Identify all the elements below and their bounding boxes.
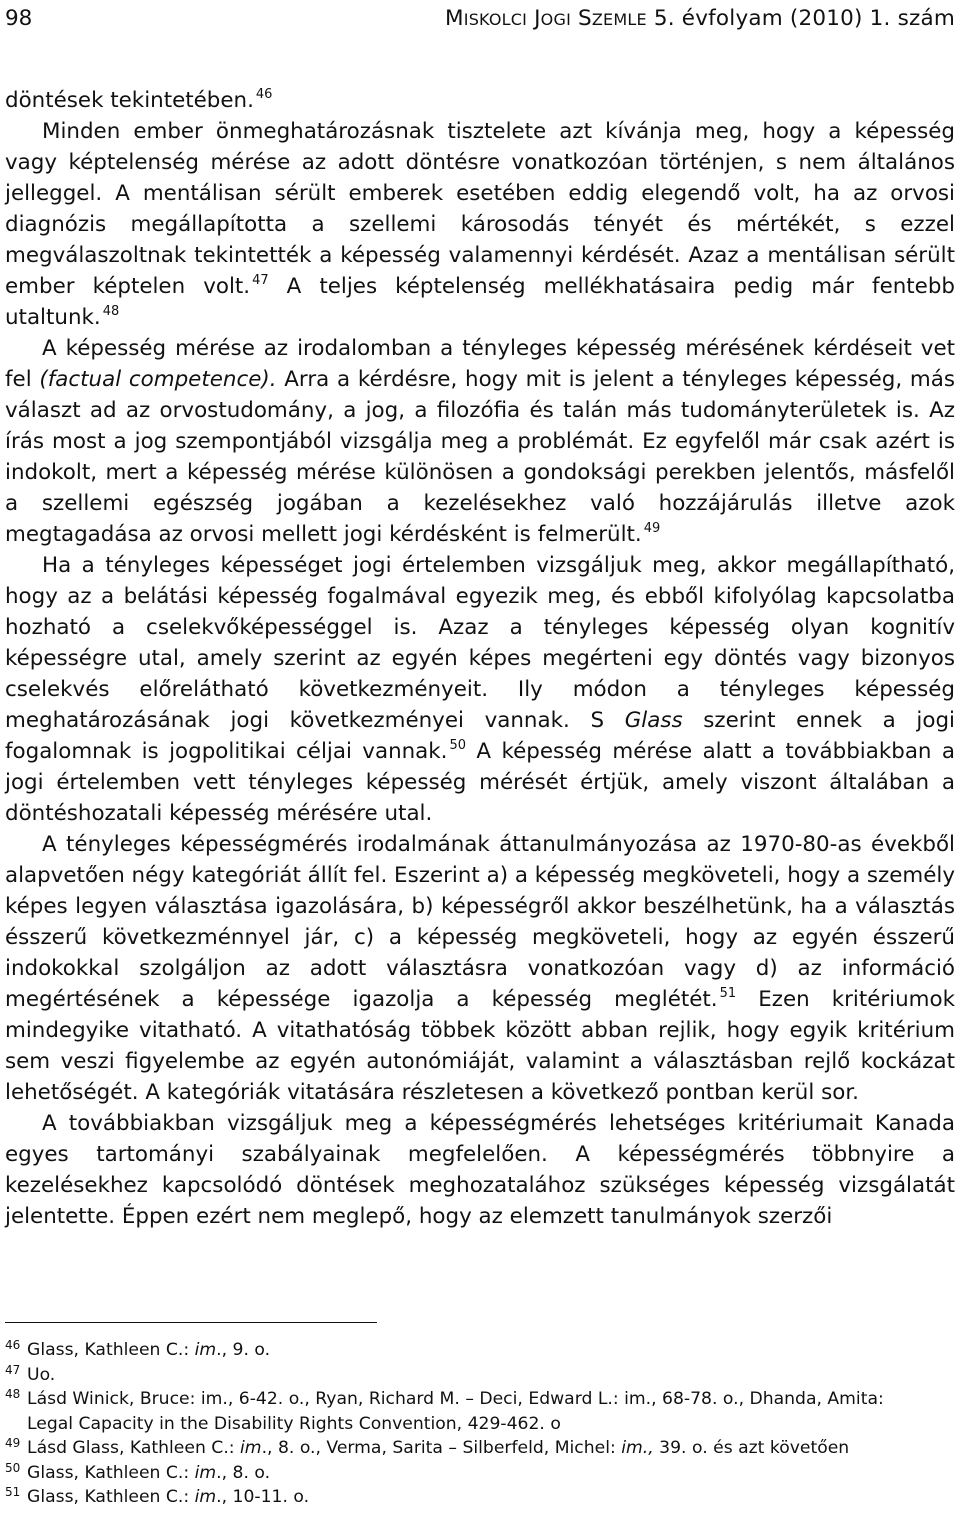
footnote-48: 48 Lásd Winick, Bruce: im., 6-42. o., Ryan, Richard M. – Deci, Edward L.: im., 68-78. o., Dhanda, Amita: [5, 1387, 955, 1412]
paragraph: döntések tekintetében. $^{46}$ [5, 87, 273, 113]
footnote-47: 47 Uo. [5, 1363, 955, 1388]
footnote-48-continued: Legal Capacity in the Disability Rights Convention, 429-462. o [27, 1413, 561, 1434]
page-number: 98 [5, 6, 33, 31]
footnote-ref[interactable]: 49 [643, 521, 661, 536]
footnote-49: 49 Lásd Glass, Kathleen C.: im., 8. o., Verma, Sarita – Silberfeld, Michel: im., 39. o. és azt követően [5, 1436, 955, 1461]
footnote-number: 49 [5, 1436, 21, 1450]
footnote-number: 47 [5, 1362, 21, 1377]
footnote-ref[interactable]: 51 [719, 986, 737, 1001]
footnotes [5, 1338, 955, 1510]
footnote-ref[interactable]: 50 [449, 738, 467, 753]
paragraph: A továbbiakban vizsgáljuk meg a képességmérés lehetséges kritériumait Kanada egyes tartományi szabályainak megfelelően. A képességmérés többnyire a kezelésekhez kapcsolódó döntések meghozatalához szükséges képesség vizsgálatát jelentette. Éppen ezért nem meglepő, hogy az elemzett tanulmányok szerzői [5, 1111, 955, 1229]
footnote-number: 51 [5, 1485, 21, 1499]
footnote-number: 50 [5, 1460, 21, 1475]
footnote-ref[interactable]: 48 [102, 304, 120, 319]
footnote-ref[interactable]: 46 [255, 87, 273, 102]
running-header [5, 4, 955, 34]
footnote-ref[interactable]: 47 [252, 273, 269, 288]
footnote-separator [5, 1322, 377, 1323]
journal-title: MISKOLCI JOGI SZEMLE 5. évfolyam (2010) 1. szám [445, 6, 955, 31]
footnote-46: 46 Glass, Kathleen C.: im., 9. o. [5, 1338, 955, 1363]
footnote-51: 51 Glass, Kathleen C.: im., 10-11. o. [5, 1485, 955, 1510]
paragraph: A tényleges képességmérés irodalmának áttanulmányozása az 1970-80-as évekből alapvetően négy kategóriát állít fel. Eszerint a) a képesség megköveteli, hogy a személy képes legyen választása igazolására, b) képességről akkor beszélhetünk, ha a választás ésszerű következménnyel jár, c) a képesség megköveteli, hogy az egyén ésszerű indokokkal szolgáljon az adott választásra vonatkozóan vagy d) az információ megértésének a képessége igazolja a képesség meglétét. $^{51}$ Ezen kritériumok mindegyike vitatható. A vitathatóság többek között abban rejlik, hogy egyik kritérium sem veszi figyelembe az egyén autonómiáját, valamint a választásban rejlő kockázat lehetőségét. A kategóriák vitatására részletesen a következő pontban kerül sor. [5, 832, 955, 1105]
paragraph: Ha a tényleges képességet jogi értelemben vizsgáljuk meg, akkor megállapítható, hogy az a belátási képesség fogalmával egyezik meg, és ebből kifolyólag kapcsolatba hozható a cselekvőképességgel is. Azaz a tényleges képesség olyan kognitív képességre utal, amely szerint az egyén képes megérteni egy döntés vagy bizonyos cselekvés előrelátható következményeit. Ily módon a tényleges képesség meghatározásának jogi következményei vannak. S Glass szerint ennek a jogi fogalomnak is jogpolitikai céljai vannak. $^{50}$ A képesség mérése alatt a továbbiakban a jogi értelemben vett tényleges képesség mérését értjük, amely viszont általában a döntéshozatali képesség mérésére utal. [5, 553, 955, 826]
footnote-number: 46 [5, 1338, 21, 1352]
body-text [5, 85, 955, 1232]
paragraph: A képesség mérése az irodalomban a tényleges képesség mérésének kérdéseit vet fel (factual competence). Arra a kérdésre, hogy mit is jelent a tényleges képesség, más választ ad az orvostudomány, a jog, a filozófia és talán más tudományterületek is. Az írás most a jog szempontjából vizsgálja meg a problémát. Ez egyfelől már csak azért is indokolt, mert a képesség mérése különösen a gondoksági perekben jelentős, másfelől a szellemi egészség jogában a kezelésekhez való hozzájárulás illetve azok megtagadása az orvosi mellett jogi kérdésként is felmerült. $^{49}$ [5, 336, 955, 547]
footnote-50: 50 Glass, Kathleen C.: im., 8. o. [5, 1461, 955, 1486]
paragraph: Minden ember önmeghatározásnak tisztelete azt kívánja meg, hogy a képesség vagy képtelenség mérése az adott döntésre vonatkozóan történjen, s nem általános jelleggel. A mentálisan sérült emberek esetében eddig elegendő volt, ha az orvosi diagnózis megállapította a szellemi károsodás tényét és mértékét, s ezzel megválaszoltnak tekintették a képesség valamennyi kérdését. Azaz a mentálisan sérült ember képtelen volt. $^{47}$ A teljes képtelenség mellékhatásaira pedig már fentebb utaltunk. $^{48}$ [5, 119, 956, 330]
footnote-number: 48 [5, 1387, 21, 1401]
